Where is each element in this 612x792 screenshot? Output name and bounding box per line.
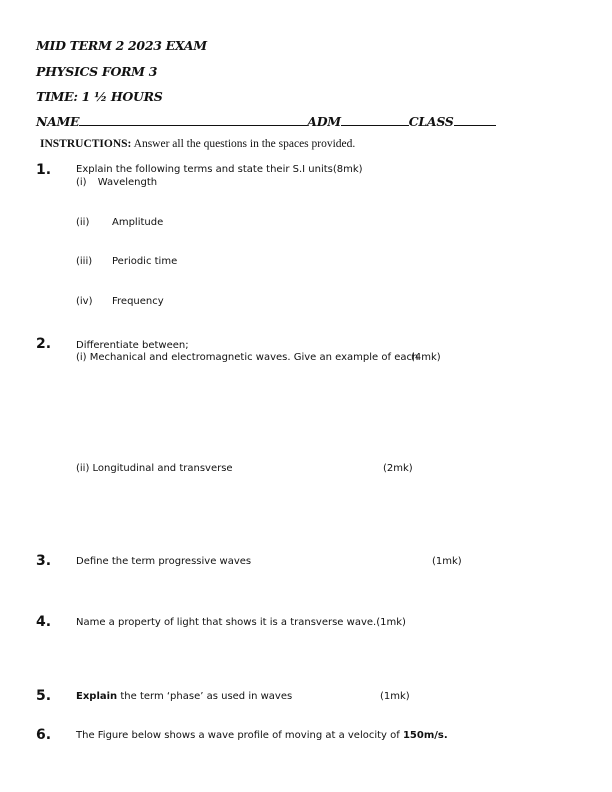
part-label: (iii) (76, 256, 93, 267)
part-label: (iv) (76, 296, 93, 307)
adm-blank (341, 116, 409, 126)
question-part-text: (i) Mechanical and electromagnetic waves. Give an example of each (76, 352, 419, 363)
instructions (40, 138, 355, 150)
question-number: 1. (36, 162, 52, 178)
marks-label: (2mk) (383, 463, 413, 474)
question-text (76, 730, 448, 741)
question-number: 2. (36, 336, 52, 352)
adm-label: ADM (307, 114, 341, 129)
velocity-value: 150m/s. (402, 730, 448, 741)
question-number: 3. (36, 553, 52, 569)
exam-time: TIME: 1 ½ HOURS (36, 89, 163, 104)
student-details-line (36, 114, 496, 129)
part-text: Periodic time (112, 256, 178, 267)
question-text-rest: the term ‘phase’ as used in waves (120, 691, 293, 702)
question-text-main: The Figure below shows a wave profile of moving at a velocity of (76, 730, 400, 741)
part-label: (ii) (76, 217, 90, 228)
question-text (76, 691, 292, 702)
part-text: Frequency (112, 296, 164, 307)
part-label: (i) (76, 177, 87, 188)
part-text: Wavelength (97, 177, 158, 188)
question-number: 6. (36, 727, 52, 743)
question-number: 4. (36, 614, 52, 630)
exam-subject: PHYSICS FORM 3 (36, 64, 158, 79)
name-label: NAME (36, 114, 80, 129)
question-text: Define the term progressive waves (76, 556, 252, 567)
question-number: 5. (36, 688, 52, 704)
instructions-label: INSTRUCTIONS: (40, 138, 132, 150)
question-part-text: (ii) Longitudinal and transverse (76, 463, 233, 474)
marks-label: (1mk) (380, 691, 410, 702)
marks-label: (1mk) (432, 556, 462, 567)
question-text: Explain the following terms and state their S.I units(8mk) (76, 164, 363, 175)
marks-label: (4mk) (411, 352, 441, 363)
question-text: Name a property of light that shows it is a transverse wave.(1mk) (76, 617, 406, 628)
name-blank (79, 116, 307, 126)
class-label: CLASS (408, 114, 454, 129)
exam-title: MID TERM 2 2023 EXAM (36, 38, 207, 53)
question-part (76, 177, 157, 188)
class-blank (454, 116, 496, 126)
emphasis-word: Explain (76, 691, 118, 702)
instructions-text: Answer all the questions in the spaces provided. (133, 138, 356, 150)
part-text: Amplitude (112, 217, 164, 228)
question-text: Differentiate between; (76, 340, 189, 351)
